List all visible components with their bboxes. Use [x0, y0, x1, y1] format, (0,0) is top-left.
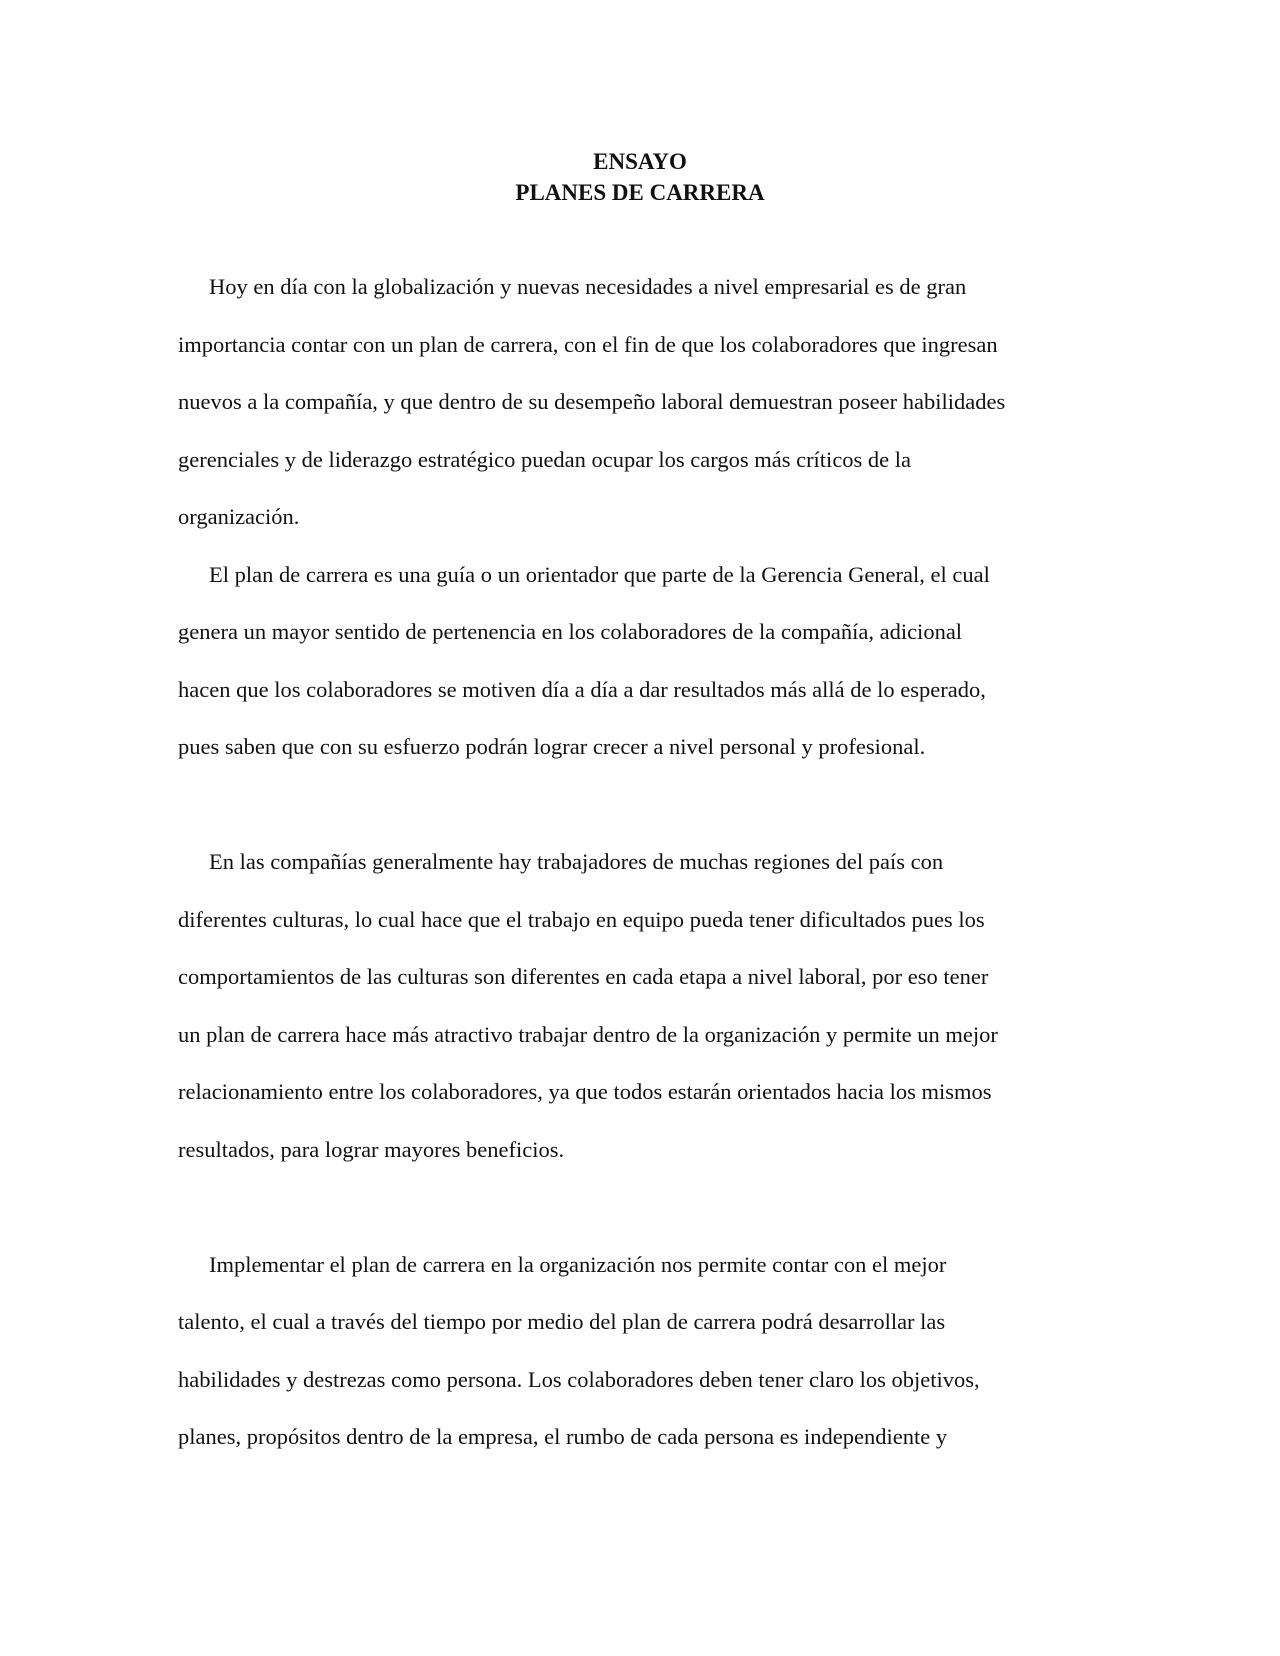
title-line-1: ENSAYO: [593, 149, 687, 174]
paragraph-line: talento, el cual a través del tiempo por medio del plan de carrera podrá desarrollar las: [178, 1309, 946, 1334]
paragraph-1: [178, 258, 1098, 546]
paragraph-line: genera un mayor sentido de pertenencia en los colaboradores de la compañía, adicional: [178, 619, 963, 644]
paragraph-line: nuevos a la compañía, y que dentro de su desempeño laboral demuestran poseer habilidades: [178, 389, 1006, 414]
paragraph-line: habilidades y destrezas como persona. Los colaboradores deben tener claro los objetivos,: [178, 1366, 980, 1392]
paragraph-line: El plan de carrera es una guía o un orientador que parte de la Gerencia General, el cual: [209, 561, 990, 587]
paragraph-line: resultados, para lograr mayores beneficios.: [178, 1136, 565, 1162]
paragraph-line: En las compañías generalmente hay trabajadores de muchas regiones del país con: [209, 849, 944, 874]
paragraph-line: relacionamiento entre los colaboradores, ya que todos estarán orientados hacia los mismos: [178, 1079, 992, 1104]
paragraph-spacer: [178, 776, 1098, 834]
paragraph-line: pues saben que con su esfuerzo podrán lograr crecer a nivel personal y profesional.: [178, 734, 926, 759]
essay-body: [178, 258, 1098, 1466]
paragraph-line: gerenciales y de liderazgo estratégico puedan ocupar los cargos más críticos de la: [178, 446, 912, 472]
paragraph-line: planes, propósitos dentro de la empresa, el rumbo de cada persona es independiente y: [178, 1424, 948, 1449]
paragraph-line: diferentes culturas, lo cual hace que el trabajo en equipo pueda tener dificultados pues los: [178, 906, 985, 932]
paragraph-4: [178, 1236, 1098, 1466]
paragraph-2: [178, 546, 1098, 776]
paragraph-line: organización.: [178, 504, 300, 529]
paragraph-line: Hoy en día con la globalización y nuevas necesidades a nivel empresarial es de gran: [209, 274, 967, 299]
paragraph-line: importancia contar con un plan de carrera, con el fin de que los colaboradores que ingresan: [178, 331, 998, 357]
paragraph-line: Implementar el plan de carrera en la organización nos permite contar con el mejor: [209, 1251, 947, 1277]
paragraph-3: [178, 833, 1098, 1178]
paragraph-spacer: [178, 1178, 1098, 1236]
title-block: [0, 146, 1280, 208]
paragraph-line: comportamientos de las culturas son diferentes en cada etapa a nivel laboral, por eso tener: [178, 964, 989, 989]
title-line-2: PLANES DE CARRERA: [515, 180, 765, 205]
paragraph-line: un plan de carrera hace más atractivo trabajar dentro de la organización y permite un mejor: [178, 1021, 998, 1047]
paragraph-line: hacen que los colaboradores se motiven día a día a dar resultados más allá de lo esperado,: [178, 676, 986, 702]
